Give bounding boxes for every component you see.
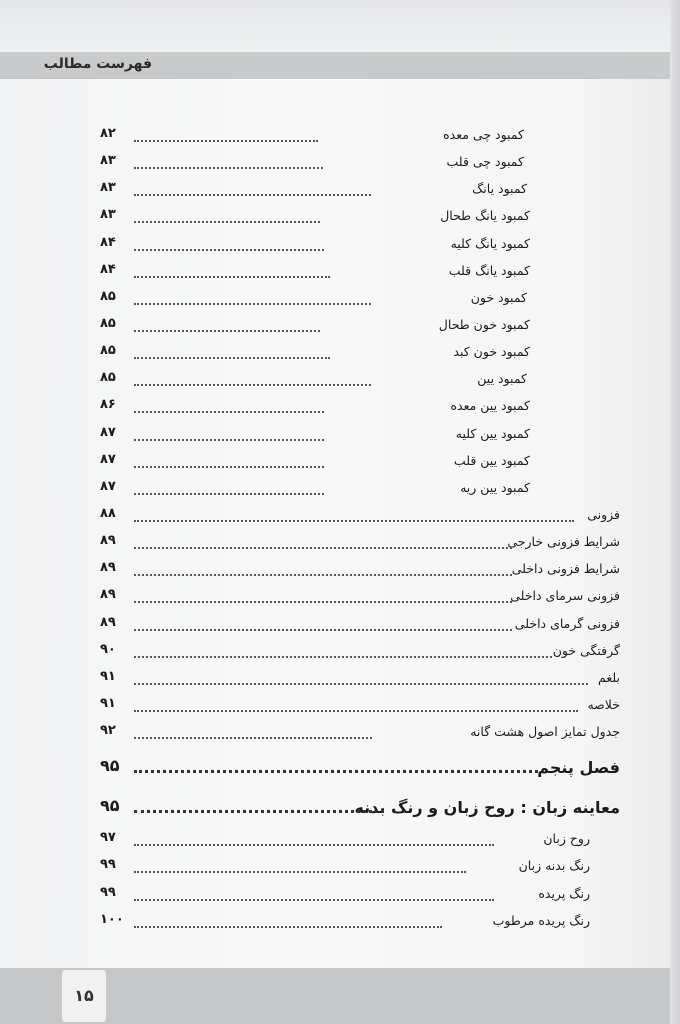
toc-page-number: ۸۹ xyxy=(100,587,116,603)
toc-page-number: ۸۴ xyxy=(100,261,116,277)
dot-leader xyxy=(134,834,494,846)
page-edge xyxy=(670,0,680,1024)
dot-leader xyxy=(134,760,538,773)
toc-entry xyxy=(100,638,620,665)
header-title: فهرست مطالب xyxy=(43,56,152,72)
toc-page-number: ۸۷ xyxy=(100,451,116,467)
dot-leader xyxy=(134,184,371,196)
toc-entry-title: رنگ بدنه زبان xyxy=(518,858,590,874)
toc-page-number: ۸۹ xyxy=(100,614,116,630)
toc-entry xyxy=(100,826,620,853)
toc-page-number: ۸۴ xyxy=(100,234,116,250)
toc-page-number: ۸۵ xyxy=(100,288,116,304)
toc-entry-title: کمبود یانگ طحال xyxy=(440,208,530,224)
dot-leader xyxy=(134,429,324,441)
dot-leader xyxy=(134,266,330,278)
dot-leader xyxy=(134,564,512,576)
toc-entry xyxy=(100,908,620,935)
toc-entry xyxy=(100,421,620,448)
top-margin xyxy=(0,0,680,52)
toc-entry xyxy=(100,502,620,529)
toc-entry xyxy=(100,881,620,908)
toc-entry-title: روح زبان xyxy=(543,831,590,847)
toc-page-number: ۹۱ xyxy=(100,668,116,684)
toc-page-number: ۸۹ xyxy=(100,533,116,549)
dot-leader xyxy=(134,727,372,739)
toc-entry-title: خلاصه xyxy=(587,696,620,712)
toc-entry xyxy=(100,611,620,638)
toc-page-number: ۹۲ xyxy=(100,723,116,739)
toc-entry xyxy=(100,786,620,826)
page-number-box xyxy=(62,970,106,1022)
toc-entry-title: فزونی گرمای داخلی xyxy=(514,615,620,631)
toc-entry-title: کمبود یانگ قلب xyxy=(448,262,530,278)
toc-page-number: ۸۸ xyxy=(100,505,116,521)
toc-entry xyxy=(100,853,620,880)
toc-page-number: ۹۵ xyxy=(100,756,120,776)
dot-leader xyxy=(134,211,320,223)
dot-leader xyxy=(134,673,588,685)
toc-entry-title: کمبود یین xyxy=(477,371,527,387)
toc-page-number: ۸۳ xyxy=(100,207,116,223)
toc-page-number: ۸۶ xyxy=(100,397,116,413)
dot-leader xyxy=(134,456,324,468)
toc-entry-title: فزونی سرمای داخلی xyxy=(510,588,620,604)
toc-page-number: ۸۵ xyxy=(100,343,116,359)
toc-entry xyxy=(100,258,620,285)
dot-leader xyxy=(134,916,442,928)
toc-entry-title: کمبود یانگ کلیه xyxy=(450,235,530,251)
toc-entry-title: کمبود یین معده xyxy=(450,398,530,414)
dot-leader xyxy=(134,591,512,603)
toc-entry xyxy=(100,719,620,746)
toc-entry xyxy=(100,583,620,610)
dot-leader xyxy=(134,510,574,522)
toc-page-number: ۸۷ xyxy=(100,478,116,494)
toc-entry xyxy=(100,665,620,692)
toc-entry-title: معاینه زبان : روح زبان و رنگ بدنه xyxy=(354,798,620,818)
dot-leader xyxy=(134,700,578,712)
toc-entry-title: کمبود خون کبد xyxy=(453,344,530,360)
toc-entry xyxy=(100,122,620,149)
toc-entry-title: شرایط فزونی داخلی xyxy=(511,561,620,577)
toc-page-number: ۹۰ xyxy=(100,641,116,657)
toc-page-number: ۸۳ xyxy=(100,153,116,169)
dot-leader xyxy=(134,483,324,495)
toc-page-number: ۸۳ xyxy=(100,180,116,196)
toc-entry xyxy=(100,176,620,203)
toc-entry-title: کمبود خون طحال xyxy=(438,316,530,332)
dot-leader xyxy=(134,646,552,658)
toc-entry xyxy=(100,448,620,475)
toc-entry-title: فزونی xyxy=(587,506,620,522)
toc-entry xyxy=(100,285,620,312)
dot-leader xyxy=(134,800,384,813)
toc-page-number: ۹۷ xyxy=(100,830,116,846)
toc-page-number: ۹۱ xyxy=(100,695,116,711)
dot-leader xyxy=(134,619,512,631)
toc-entry-title: جدول تمایز اصول هشت گانه xyxy=(470,724,620,740)
toc-entry xyxy=(100,529,620,556)
toc-page-number: ۹۵ xyxy=(100,796,120,816)
toc-page-number: ۸۹ xyxy=(100,560,116,576)
dot-leader xyxy=(134,537,512,549)
toc-entry-title: کمبود چی معده xyxy=(443,127,524,142)
dot-leader xyxy=(134,293,371,305)
toc-entry-title: کمبود چی قلب xyxy=(446,154,524,170)
toc-page-number: ۹۹ xyxy=(100,884,116,900)
toc-entry-title: کمبود خون xyxy=(470,289,527,305)
toc-entry xyxy=(100,366,620,393)
dot-leader xyxy=(134,861,466,873)
toc-entry-title: فصل پنجم xyxy=(537,758,620,778)
toc-page-number: ۹۹ xyxy=(100,857,116,873)
page-number: ۱۵ xyxy=(74,986,94,1005)
toc-page-number: ۸۵ xyxy=(100,315,116,331)
table-of-contents xyxy=(100,122,620,935)
toc-entry-title: بلغم xyxy=(598,669,620,685)
header-band xyxy=(0,52,672,79)
dot-leader xyxy=(134,157,323,169)
toc-entry-title: شرایط فزونی خارجی xyxy=(507,534,620,550)
toc-entry xyxy=(100,339,620,366)
dot-leader xyxy=(134,889,494,901)
toc-page-number: ۸۷ xyxy=(100,424,116,440)
dot-leader xyxy=(134,374,371,386)
dot-leader xyxy=(134,347,330,359)
toc-entry-title: کمبود یین ریه xyxy=(460,479,530,495)
toc-entry xyxy=(100,475,620,502)
toc-entry xyxy=(100,692,620,719)
toc-entry-title: گرفتگی خون xyxy=(552,642,620,658)
toc-entry xyxy=(100,231,620,258)
toc-entry-title: رنگ پریده مرطوب xyxy=(492,912,590,928)
toc-entry-title: کمبود یین قلب xyxy=(453,452,530,468)
toc-entry-title: کمبود یانگ xyxy=(472,181,527,197)
toc-page-number: ۸۲ xyxy=(100,126,116,141)
toc-entry xyxy=(100,149,620,176)
dot-leader xyxy=(134,320,320,332)
toc-entry xyxy=(100,746,620,786)
toc-entry xyxy=(100,556,620,583)
toc-entry xyxy=(100,312,620,339)
dot-leader xyxy=(134,401,324,413)
dot-leader xyxy=(134,130,318,142)
toc-entry-title: رنگ پریده xyxy=(538,885,590,901)
dot-leader xyxy=(134,239,324,251)
toc-entry-title: کمبود یین کلیه xyxy=(455,425,530,441)
toc-entry xyxy=(100,393,620,420)
toc-page-number: ۸۵ xyxy=(100,370,116,386)
toc-entry xyxy=(100,203,620,230)
toc-page-number: ۱۰۰ xyxy=(100,911,124,927)
